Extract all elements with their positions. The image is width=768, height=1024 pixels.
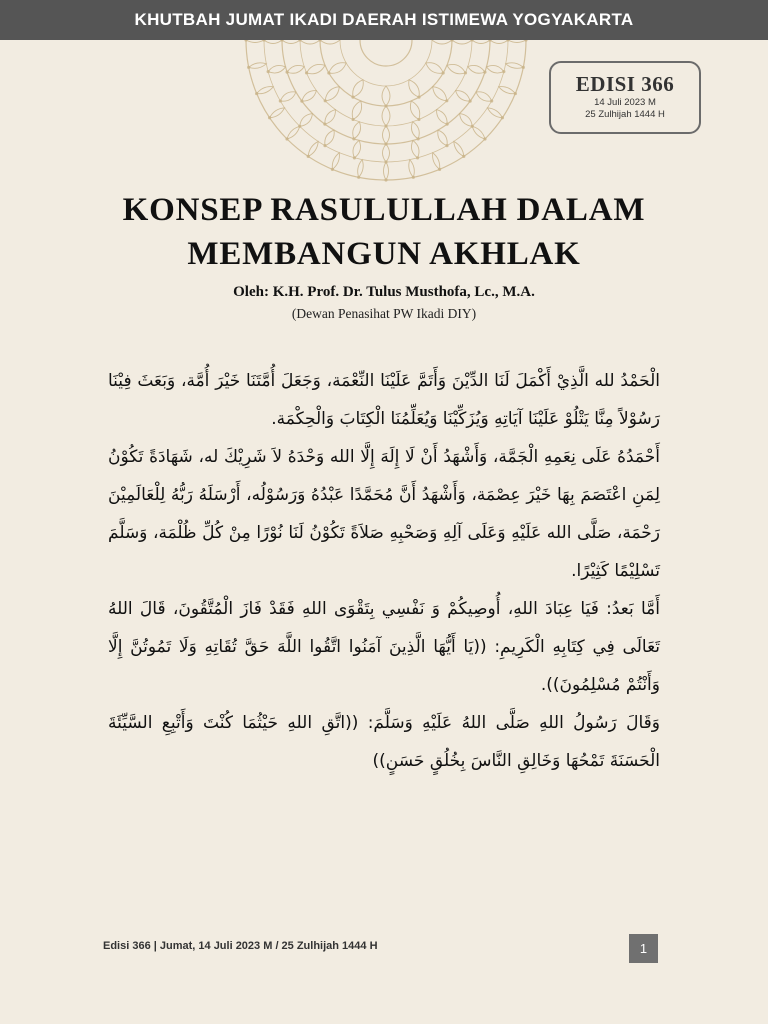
edition-date-masehi: 14 Juli 2023 M xyxy=(594,97,656,108)
edition-badge xyxy=(549,61,701,134)
khutbah-arabic-text xyxy=(108,362,660,780)
article-title xyxy=(0,188,768,276)
arabic-paragraph-wasiat: أَمَّا بَعدُ: فَيَا عِبَادَ اللهِ، أُوصِيكُمْ وَ نَفْسِي بِتَقْوَى اللهِ فَقَدْ فَازَ الْمُتَّقُونَ، قَالَ اللهُ تَعَالَى فِي كِتَابِهِ الْكَرِيمِ: ((يَا أَيُّهَا الَّذِينَ آمَنُوا اتَّقُوا اللَّهَ حَقَّ تُقَاتِهِ وَلَا تَمُوتُنَّ إِلَّا وَأَنْتُمْ مُسْلِمُونَ)). xyxy=(108,599,660,695)
edition-date-hijri: 25 Zulhijah 1444 H xyxy=(585,109,665,120)
arabic-paragraph-hamdalah: الْحَمْدُ لله الَّذِيْ أَكْمَلَ لَنَا الدِّيْنَ وَأَتَمَّ عَلَيْنَا النِّعْمَة، وَجَعَلَ أُمَّتَنَا خَيْرَ أُمَّة، وَبَعَثَ فِيْنَا رَسُوْلاً مِنَّا يَتْلُوْ عَلَيْنَا آيَاتِهِ وَيُزَكِّيْنَا وَيُعَلِّمُنَا الْكِتَابَ وَالْحِكْمَة. xyxy=(108,371,660,429)
header-banner xyxy=(0,0,768,40)
mandala-ornament xyxy=(236,40,536,190)
article-author: Oleh: K.H. Prof. Dr. Tulus Musthofa, Lc., M.A. xyxy=(233,284,535,300)
arabic-paragraph-syahadat: أَحْمَدُهُ عَلَى نِعَمِهِ الْجَمَّة، وَأَشْهَدُ أَنْ لَا إِلَهَ إِلَّا الله وَحْدَهُ لاَ شَرِيْكَ له، شَهَادَةً تَكُوْنُ لِمَنِ اعْتَصَمَ بِهَا خَيْرَ عِصْمَة، وَأَشْهَدُ أَنَّ مُحَمَّدًا عَبْدُهُ وَرَسُوْلُه، أَرْسَلَهُ رَبُّهُ لِلْعَالَمِيْنَ رَحْمَة، صَلَّى الله عَلَيْهِ وَعَلَى آلِهِ وَصَحْبِهِ صَلاَةً تَكُوْنُ لَنَا نُوْرًا مِنْ كُلِّ ظُلْمَة، وَسَلَّمَ تَسْلِيْمًا كَثِيْرًا. xyxy=(108,447,660,581)
page-number: 1 xyxy=(629,934,658,963)
edition-number: EDISI 366 xyxy=(575,72,675,96)
footer-edition-info: Edisi 366 | Jumat, 14 Juli 2023 M / 25 Zulhijah 1444 H xyxy=(103,940,378,952)
author-affiliation: (Dewan Penasihat PW Ikadi DIY) xyxy=(291,306,477,321)
header-banner-text: KHUTBAH JUMAT IKADI DAERAH ISTIMEWA YOGYAKARTA xyxy=(134,10,634,29)
article-title-line2: MEMBANGUN AKHLAK xyxy=(187,236,581,272)
article-title-line1: KONSEP RASULULLAH DALAM xyxy=(122,192,646,228)
arabic-paragraph-hadith: وَقَالَ رَسُولُ اللهِ صَلَّى اللهُ عَلَيْهِ وَسَلَّمَ: ((اتَّقِ اللهِ حَيْثُمَا كُنْتَ وَأَتْبِعِ السَّيِّئَةَ الْحَسَنَةَ تَمْحُهَا وَخَالِقِ النَّاسَ بِخُلُقٍ حَسَنٍ)) xyxy=(108,713,660,771)
